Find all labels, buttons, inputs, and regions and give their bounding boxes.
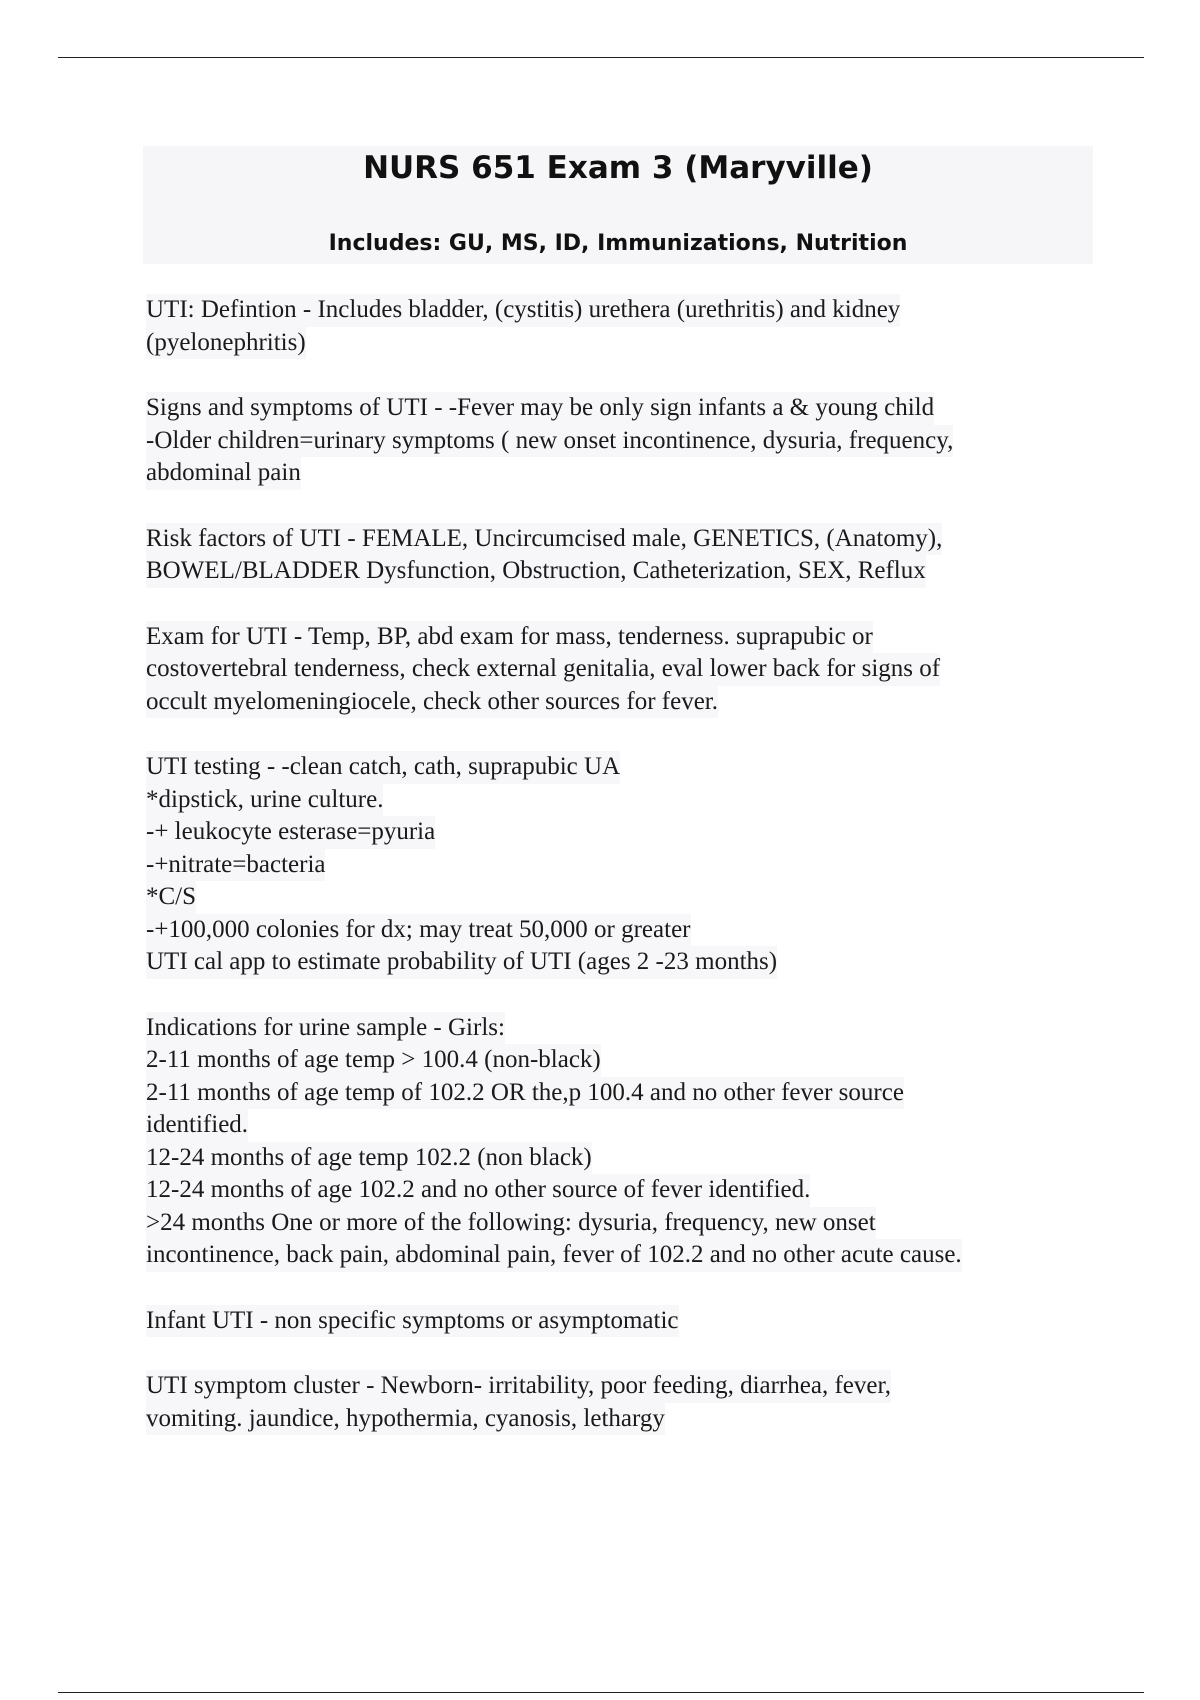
entry-line: 2-11 months of age temp > 100.4 (non-black) bbox=[146, 1044, 1091, 1077]
entry-line: Indications for urine sample - Girls: bbox=[146, 1012, 1091, 1045]
entry-line: -+100,000 colonies for dx; may treat 50,000 or greater bbox=[146, 914, 1091, 947]
entry-line: *C/S bbox=[146, 881, 1091, 914]
entry-line: abdominal pain bbox=[146, 457, 1091, 490]
entry-line: UTI: Defintion - Includes bladder, (cystitis) urethera (urethritis) and kidney bbox=[146, 294, 1091, 327]
bottom-rule bbox=[58, 1692, 1144, 1693]
entry-uti-definition bbox=[146, 294, 1091, 359]
document-body bbox=[146, 294, 1091, 1468]
entry-infant-uti bbox=[146, 1305, 1091, 1338]
entry-line: UTI cal app to estimate probability of UTI (ages 2 -23 months) bbox=[146, 946, 1091, 979]
entry-uti-risk-factors bbox=[146, 523, 1091, 588]
document-title: NURS 651 Exam 3 (Maryville) bbox=[363, 150, 873, 186]
entry-line: -Older children=urinary symptoms ( new onset incontinence, dysuria, frequency, bbox=[146, 425, 1091, 458]
entry-line: 12-24 months of age temp 102.2 (non black) bbox=[146, 1142, 1091, 1175]
entry-line: -+nitrate=bacteria bbox=[146, 849, 1091, 882]
entry-line: identified. bbox=[146, 1109, 1091, 1142]
entry-line: occult myelomeningiocele, check other sources for fever. bbox=[146, 686, 1091, 719]
entry-line: Infant UTI - non specific symptoms or asymptomatic bbox=[146, 1305, 1091, 1338]
entry-uti-symptom-cluster bbox=[146, 1370, 1091, 1435]
entry-line: Exam for UTI - Temp, BP, abd exam for mass, tenderness. suprapubic or bbox=[146, 621, 1091, 654]
entry-line: costovertebral tenderness, check external genitalia, eval lower back for signs of bbox=[146, 653, 1091, 686]
entry-line: 12-24 months of age 102.2 and no other source of fever identified. bbox=[146, 1174, 1091, 1207]
entry-line: >24 months One or more of the following: dysuria, frequency, new onset bbox=[146, 1207, 1091, 1240]
entry-line: (pyelonephritis) bbox=[146, 327, 1091, 360]
document-header bbox=[143, 146, 1093, 264]
top-rule bbox=[58, 57, 1144, 58]
entry-uti-exam bbox=[146, 621, 1091, 719]
entry-urine-sample-indications bbox=[146, 1012, 1091, 1272]
entry-uti-signs-symptoms bbox=[146, 392, 1091, 490]
entry-line: Risk factors of UTI - FEMALE, Uncircumcised male, GENETICS, (Anatomy), bbox=[146, 523, 1091, 556]
entry-line: BOWEL/BLADDER Dysfunction, Obstruction, Catheterization, SEX, Reflux bbox=[146, 555, 1091, 588]
entry-line: Signs and symptoms of UTI - -Fever may be only sign infants a & young child bbox=[146, 392, 1091, 425]
entry-line: -+ leukocyte esterase=pyuria bbox=[146, 816, 1091, 849]
entry-line: incontinence, back pain, abdominal pain, fever of 102.2 and no other acute cause. bbox=[146, 1239, 1091, 1272]
entry-line: UTI testing - -clean catch, cath, suprapubic UA bbox=[146, 751, 1091, 784]
entry-uti-testing bbox=[146, 751, 1091, 979]
entry-line: vomiting. jaundice, hypothermia, cyanosis, lethargy bbox=[146, 1403, 1091, 1436]
entry-line: 2-11 months of age temp of 102.2 OR the,p 100.4 and no other fever source bbox=[146, 1077, 1091, 1110]
entry-line: UTI symptom cluster - Newborn- irritability, poor feeding, diarrhea, fever, bbox=[146, 1370, 1091, 1403]
entry-line: *dipstick, urine culture. bbox=[146, 784, 1091, 817]
document-subtitle: Includes: GU, MS, ID, Immunizations, Nutrition bbox=[328, 231, 908, 256]
